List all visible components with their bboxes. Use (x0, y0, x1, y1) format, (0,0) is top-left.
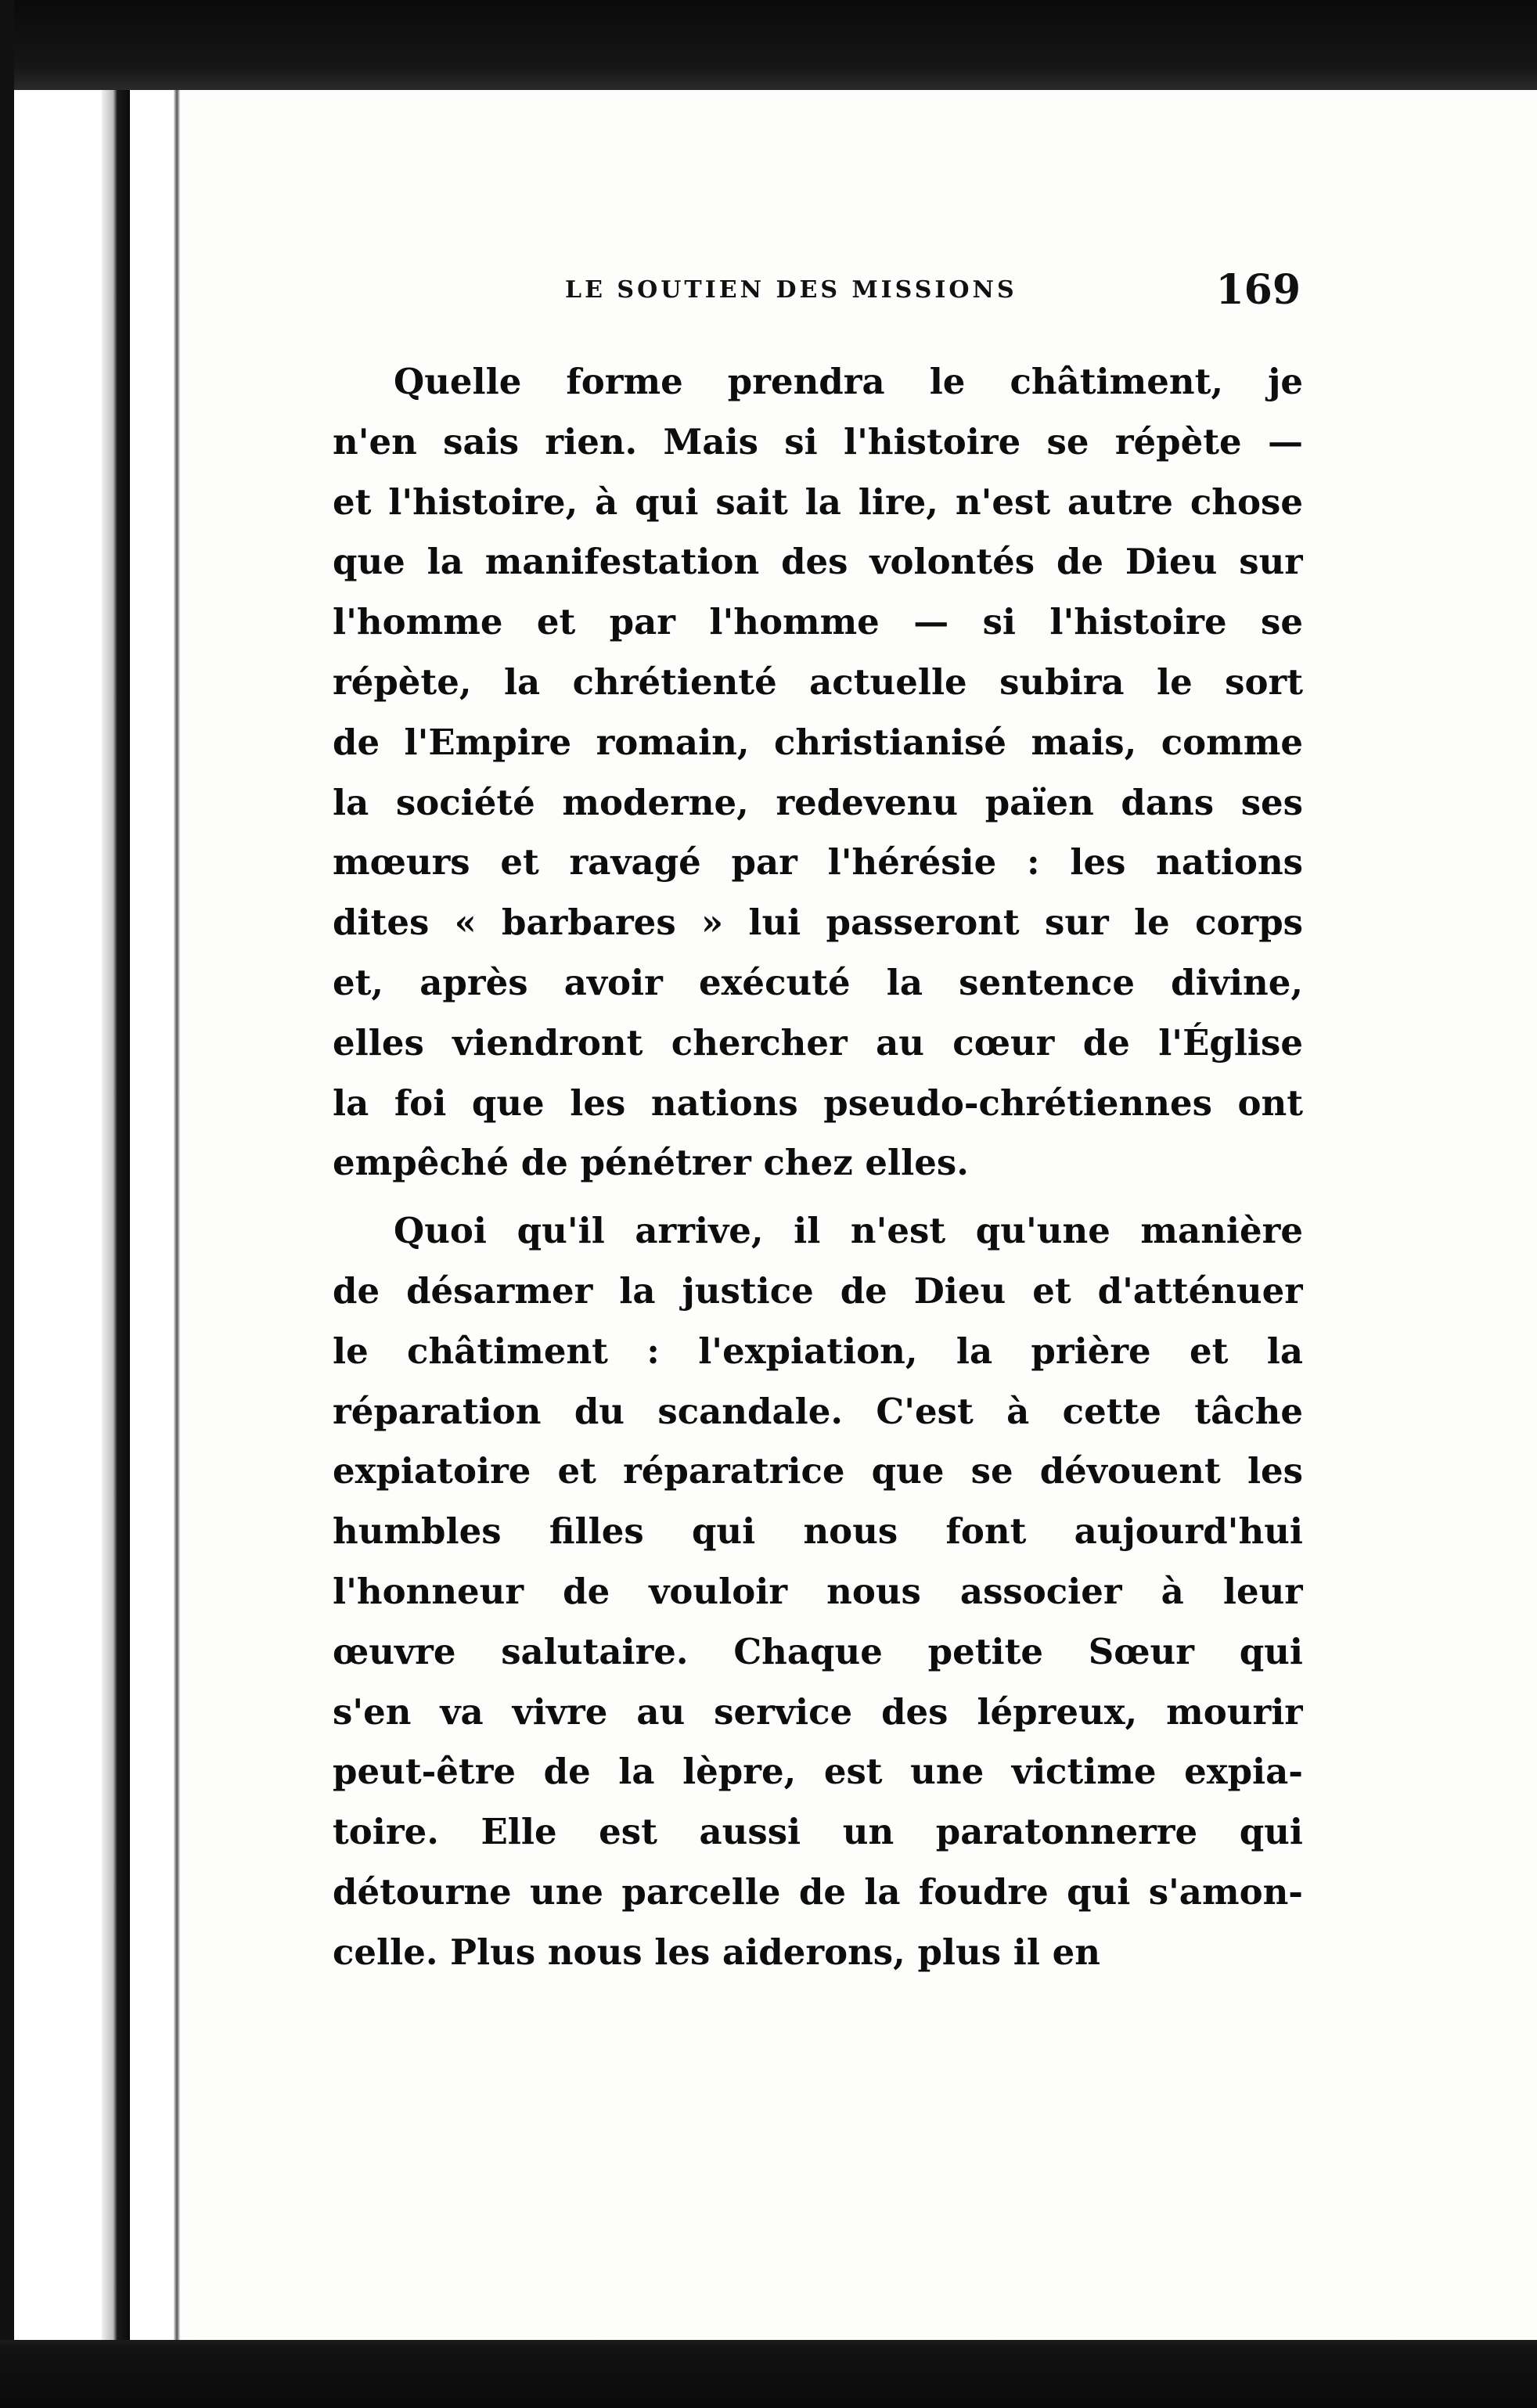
page-number: 169 (1215, 265, 1301, 314)
text-line: expiatoire et réparatrice que se dévouent les (333, 1450, 1303, 1492)
scan-border-left (0, 0, 14, 2408)
text-line: et l'histoire, à qui sait la lire, n'est autre chose (333, 481, 1303, 523)
text-line: dites « barbares » lui passeront sur le corps (333, 902, 1303, 944)
text-line: mœurs et ravagé par l'hérésie : les nations (333, 841, 1303, 884)
text-line: l'homme et par l'homme — si l'histoire se (333, 601, 1303, 643)
text-line: et, après avoir exécuté la sentence divine, (333, 961, 1303, 1003)
body-text (333, 352, 1303, 1983)
text-line: Quoi qu'il arrive, il n'est qu'une manière (394, 1210, 1303, 1252)
text-line: œuvre salutaire. Chaque petite Sœur qui (333, 1630, 1303, 1672)
text-line: répète, la chrétienté actuelle subira le sort (333, 660, 1303, 703)
text-line: détourne une parcelle de la foudre qui s'amon- (333, 1870, 1303, 1913)
paragraph-gap (333, 1193, 1303, 1201)
text-line: peut-être de la lèpre, est une victime expia- (333, 1751, 1303, 1793)
text-line: humbles filles qui nous font aujourd'hui (333, 1510, 1303, 1553)
text-line: celle. Plus nous les aiderons, plus il en (333, 1931, 1100, 1973)
text-line: n'en sais rien. Mais si l'histoire se répète — (333, 420, 1303, 463)
text-line: Quelle forme prendra le châtiment, je (394, 361, 1303, 402)
text-line: la foi que les nations pseudo-chrétiennes ont (333, 1082, 1303, 1124)
text-line: de désarmer la justice de Dieu et d'atténuer (333, 1269, 1303, 1312)
book-binding-edge (174, 90, 180, 2340)
text-line: s'en va vivre au service des lépreux, mourir (333, 1690, 1303, 1733)
scan-border-bottom (0, 2340, 1537, 2408)
book-binding-shadow (102, 90, 130, 2340)
text-line: que la manifestation des volontés de Dieu sur (333, 541, 1303, 583)
text-line: la société moderne, redevenu païen dans ses (333, 781, 1303, 823)
text-line: le châtiment : l'expiation, la prière et la (333, 1330, 1303, 1372)
text-line: réparation du scandale. C'est à cette tâche (333, 1390, 1303, 1432)
running-title: LE SOUTIEN DES MISSIONS (565, 275, 1017, 304)
text-line: l'honneur de vouloir nous associer à leur (333, 1570, 1303, 1612)
scan-border-top (0, 0, 1537, 90)
running-head (565, 266, 1301, 313)
text-line: elles viendront chercher au cœur de l'Église (333, 1021, 1303, 1064)
text-line: toire. Elle est aussi un paratonnerre qui (333, 1811, 1303, 1853)
text-line: empêché de pénétrer chez elles. (333, 1142, 969, 1184)
text-line: de l'Empire romain, christianisé mais, comme (333, 721, 1303, 763)
